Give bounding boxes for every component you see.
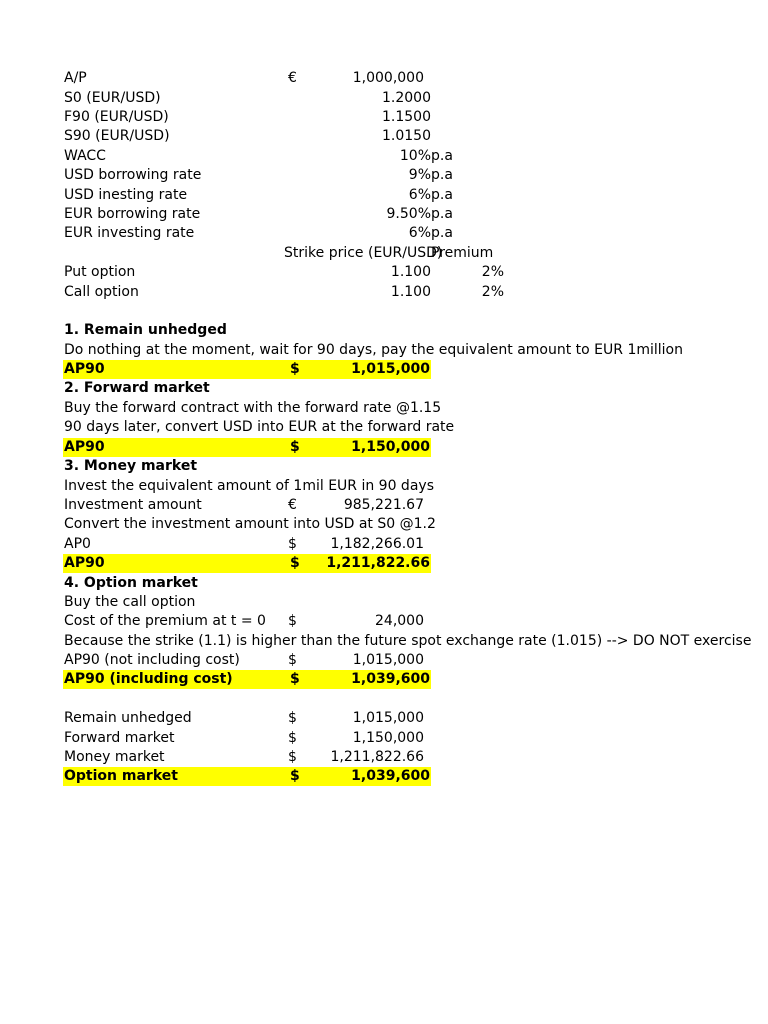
input-value: 1,000,000: [352, 70, 424, 86]
summary-label: Remain unhedged: [64, 710, 192, 726]
input-label: A/P: [64, 70, 87, 86]
input-value: 9%: [408, 167, 431, 183]
section-text: Convert the investment amount into USD at S0 @1.2: [64, 516, 436, 532]
input-row-usd-investing: [0, 186, 768, 205]
input-row-ap: [0, 69, 768, 88]
result-value: 1,039,600: [351, 671, 430, 687]
result-label: AP90: [64, 361, 105, 377]
investment-value: 985,221.67: [343, 497, 424, 513]
section-text: Invest the equivalent amount of 1mil EUR in 90 days: [64, 478, 434, 494]
premium-cost-label: Cost of the premium at t = 0: [64, 613, 266, 629]
input-row-s90: [0, 127, 768, 146]
input-row-eur-borrowing: [0, 205, 768, 224]
input-row-usd-borrowing: [0, 166, 768, 185]
currency-symbol: $: [290, 439, 300, 455]
input-row-s0: [0, 89, 768, 108]
section3-investment-row: [0, 496, 768, 515]
summary-row-unhedged: [0, 709, 768, 728]
currency-symbol: $: [290, 555, 300, 571]
summary-label: Money market: [64, 749, 165, 765]
section4-excl-row: [0, 651, 768, 670]
result-label: AP90: [64, 555, 105, 571]
summary-row-option: [0, 767, 768, 786]
input-value: 6%: [408, 187, 431, 203]
input-unit: p.a: [431, 167, 453, 183]
currency-symbol: $: [288, 749, 297, 765]
section-title: 4. Option market: [64, 575, 198, 591]
currency-symbol: $: [288, 613, 297, 629]
input-value: 6%: [408, 225, 431, 241]
strike-price-header: Strike price (EUR/USD): [284, 245, 443, 261]
option-row-put: [0, 263, 768, 282]
section3-line2-row: [0, 515, 768, 534]
currency-symbol: $: [290, 361, 300, 377]
section3-result-row: [0, 554, 768, 573]
currency-symbol: $: [288, 536, 297, 552]
input-value: 1.2000: [382, 90, 431, 106]
input-label: S90 (EUR/USD): [64, 128, 170, 144]
section2-line1-row: [0, 399, 768, 418]
section2-title-row: [0, 379, 768, 398]
option-label: Call option: [64, 284, 139, 300]
ap0-label: AP0: [64, 536, 91, 552]
currency-symbol: €: [288, 497, 297, 513]
option-premium: 2%: [481, 284, 504, 300]
currency-symbol: $: [290, 671, 300, 687]
summary-label: Forward market: [64, 730, 175, 746]
result-value: 1,211,822.66: [326, 555, 430, 571]
section4-result-row: [0, 670, 768, 689]
section-title: 1. Remain unhedged: [64, 322, 227, 338]
section4-line1-row: [0, 593, 768, 612]
result-value: 1,015,000: [351, 361, 430, 377]
section4-line2-row: [0, 632, 768, 651]
section-text: 90 days later, convert USD into EUR at the forward rate: [64, 419, 455, 435]
input-value: 1.1500: [382, 109, 431, 125]
summary-value: 1,039,600: [351, 768, 430, 784]
currency-symbol: $: [288, 652, 297, 668]
section-text: Buy the call option: [64, 594, 196, 610]
summary-row-money: [0, 748, 768, 767]
section1-result-row: [0, 360, 768, 379]
section3-title-row: [0, 457, 768, 476]
section-description: Do nothing at the moment, wait for 90 days, pay the equivalent amount to EUR 1million: [64, 342, 683, 358]
input-label: WACC: [64, 148, 106, 164]
ap90-excl-value: 1,015,000: [352, 652, 424, 668]
options-header-row: [0, 244, 768, 263]
currency-symbol: $: [288, 710, 297, 726]
summary-value: 1,015,000: [352, 710, 424, 726]
section1-desc-row: [0, 341, 768, 360]
summary-value: 1,211,822.66: [330, 749, 424, 765]
option-label: Put option: [64, 264, 136, 280]
input-label: USD inesting rate: [64, 187, 188, 203]
summary-value: 1,150,000: [352, 730, 424, 746]
input-value: 9.50%: [386, 206, 431, 222]
currency-symbol: €: [288, 70, 297, 86]
ap0-value: 1,182,266.01: [330, 536, 424, 552]
option-strike: 1.100: [390, 284, 431, 300]
result-label: AP90 (including cost): [64, 671, 233, 687]
option-strike: 1.100: [390, 264, 431, 280]
input-value: 10%: [399, 148, 431, 164]
section3-line1-row: [0, 477, 768, 496]
ap90-excl-label: AP90 (not including cost): [64, 652, 240, 668]
section4-title-row: [0, 574, 768, 593]
section3-ap0-row: [0, 535, 768, 554]
input-label: USD borrowing rate: [64, 167, 202, 183]
result-label: AP90: [64, 439, 105, 455]
section-title: 2. Forward market: [64, 380, 210, 396]
premium-cost-value: 24,000: [375, 613, 424, 629]
input-unit: p.a: [431, 148, 453, 164]
input-row-f90: [0, 108, 768, 127]
section2-line2-row: [0, 418, 768, 437]
input-label: EUR borrowing rate: [64, 206, 201, 222]
input-label: F90 (EUR/USD): [64, 109, 169, 125]
summary-row-forward: [0, 729, 768, 748]
investment-label: Investment amount: [64, 497, 202, 513]
section4-premium-row: [0, 612, 768, 631]
premium-header: Premium: [431, 245, 494, 261]
input-unit: p.a: [431, 225, 453, 241]
option-row-call: [0, 283, 768, 302]
input-row-wacc: [0, 147, 768, 166]
result-value: 1,150,000: [351, 439, 430, 455]
section-text: Because the strike (1.1) is higher than the future spot exchange rate (1.015) --> DO NOT exercise: [64, 633, 752, 649]
input-label: S0 (EUR/USD): [64, 90, 161, 106]
section2-result-row: [0, 438, 768, 457]
currency-symbol: $: [290, 768, 300, 784]
section-text: Buy the forward contract with the forward rate @1.15: [64, 400, 442, 416]
section1-title-row: [0, 321, 768, 340]
input-row-eur-investing: [0, 224, 768, 243]
input-value: 1.0150: [382, 128, 431, 144]
option-premium: 2%: [481, 264, 504, 280]
input-label: EUR investing rate: [64, 225, 195, 241]
input-unit: p.a: [431, 187, 453, 203]
currency-symbol: $: [288, 730, 297, 746]
input-unit: p.a: [431, 206, 453, 222]
section-title: 3. Money market: [64, 458, 198, 474]
summary-label: Option market: [64, 768, 178, 784]
